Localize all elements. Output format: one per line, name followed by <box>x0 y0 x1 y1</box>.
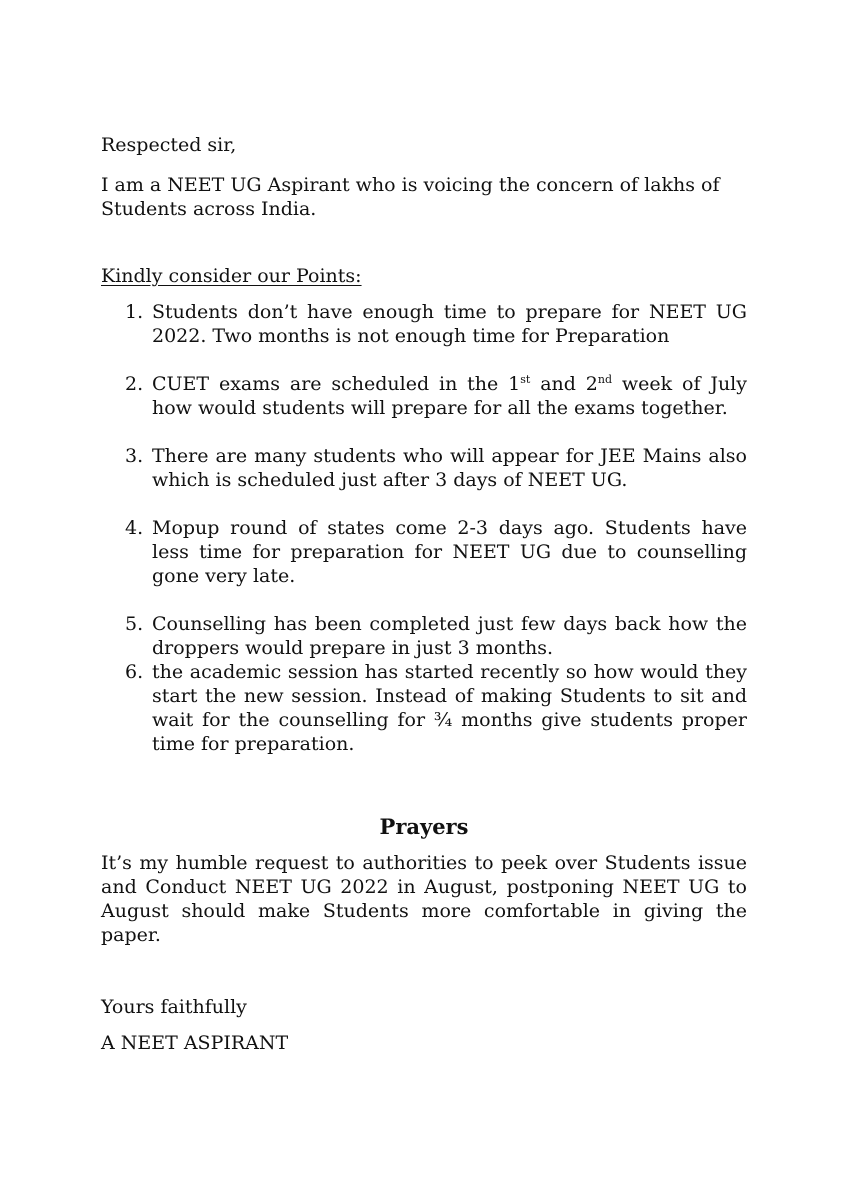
points-list <box>125 300 747 756</box>
list-item <box>125 516 747 588</box>
list-item-text: There are many students who will appear for JEE Mains also which is scheduled just after 3 days of NEET UG. <box>152 445 747 491</box>
closing: Yours faithfully <box>101 996 247 1018</box>
list-item <box>125 612 747 660</box>
list-item <box>125 300 747 348</box>
list-item-number: 1. <box>125 301 144 323</box>
list-item-number: 3. <box>125 445 144 467</box>
list-item <box>125 372 747 420</box>
list-item-number: 5. <box>125 613 144 635</box>
list-item-text-part: week of July how would students will prepare for all the exams together. <box>152 373 747 419</box>
list-item-text: Mopup round of states come 2-3 days ago. Students have less time for preparation for NEET UG due to counselling gone very late. <box>152 517 747 587</box>
list-item-number: 4. <box>125 517 144 539</box>
prayer-paragraph: It’s my humble request to authorities to peek over Students issue and Conduct NEET UG 2022 in August, postponing NEET UG to August should make Students more comfortable in giving the paper. <box>101 852 747 946</box>
greeting: Respected sir, <box>101 134 237 156</box>
list-item <box>125 444 747 492</box>
list-item-text: Students don’t have enough time to prepare for NEET UG 2022. Two months is not enough time for Preparation <box>152 301 747 347</box>
list-item-text: Counselling has been completed just few days back how the droppers would prepare in just 3 months. <box>152 613 747 659</box>
list-item <box>125 660 747 756</box>
intro-paragraph: I am a NEET UG Aspirant who is voicing the concern of lakhs of Students across India. <box>101 174 720 220</box>
list-item-number: 2. <box>125 373 144 395</box>
list-item-text-part: and 2 <box>530 373 598 395</box>
list-item-number: 6. <box>125 661 144 683</box>
superscript: st <box>520 373 531 386</box>
signature: A NEET ASPIRANT <box>101 1032 289 1054</box>
list-item-text-part: CUET exams are scheduled in the 1 <box>152 373 521 395</box>
prayers-heading: Prayers <box>379 814 469 839</box>
superscript: nd <box>597 373 613 386</box>
list-item-text: the academic session has started recently so how would they start the new session. Instead of making Students to sit and wait for the counselling for ¾ months give students proper time for preparation. <box>152 661 747 755</box>
list-item-text <box>152 372 747 420</box>
points-heading: Kindly consider our Points: <box>101 265 362 287</box>
